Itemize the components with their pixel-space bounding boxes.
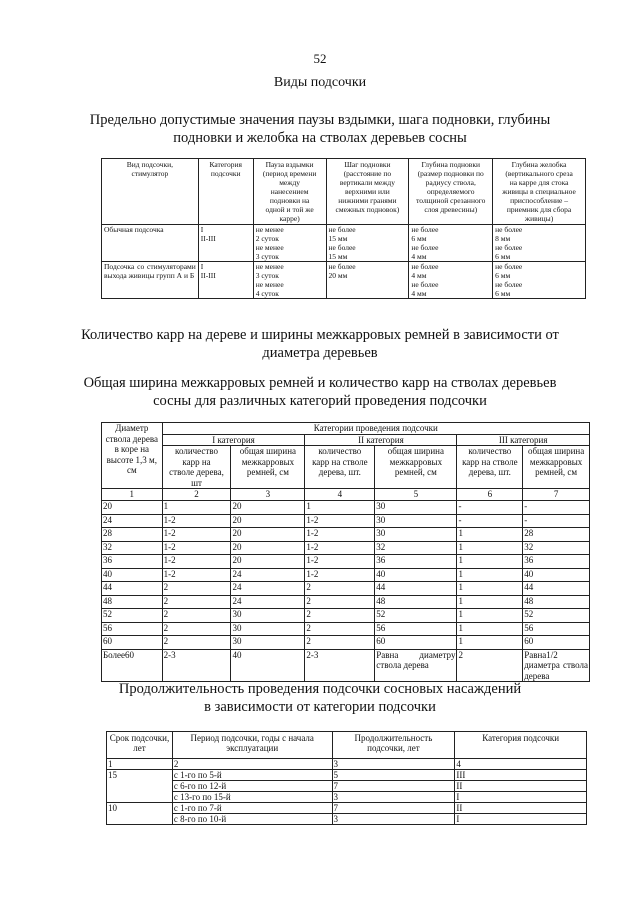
column-header: Категория подсочки <box>455 732 587 759</box>
section-heading-line2: диаметра деревьев <box>262 345 378 361</box>
table-cell: 2 <box>305 636 375 650</box>
table-cell: I <box>455 792 587 803</box>
table3-caption-line2: в зависимости от категории подсочки <box>204 699 436 715</box>
table-row <box>102 649 590 682</box>
table-row <box>102 636 590 650</box>
table-cell: 2 <box>172 759 332 770</box>
table-cell: I II-III <box>198 262 253 299</box>
table-cell: 36 <box>375 555 457 569</box>
category-header: III категория <box>457 434 590 446</box>
table-row <box>102 582 590 596</box>
table-cell: с 1-го по 5-й <box>172 770 332 781</box>
table-header-row <box>102 159 586 225</box>
table-cell: 1 <box>457 568 523 582</box>
table-cell: не более 6 мм не более 4 мм <box>409 225 493 262</box>
table-cell: 20 <box>102 501 163 515</box>
table-cell: 60 <box>102 636 163 650</box>
table-cell: 30 <box>375 514 457 528</box>
table-cell: 1 <box>457 595 523 609</box>
section-heading-line1: Количество карр на дереве и ширины межкарровых ремней в зависимости от <box>81 327 559 343</box>
table-cell: не более 15 мм не более 15 мм <box>326 225 409 262</box>
table-cell: 2 <box>162 582 231 596</box>
table2-caption-line2: сосны для различных категорий проведения подсочки <box>153 393 487 409</box>
table-row <box>102 609 590 623</box>
column-header: общая ширина межкарровых ремней, см <box>231 446 305 489</box>
table-header-row <box>102 446 590 489</box>
table-cell: 56 <box>523 622 590 636</box>
table-cell: 20 <box>231 555 305 569</box>
table-cell: 1 <box>457 609 523 623</box>
table-cell: 20 <box>231 501 305 515</box>
table-cell: 60 <box>523 636 590 650</box>
table-cell: 1 <box>457 555 523 569</box>
table-cell: 2 <box>305 595 375 609</box>
column-number: 7 <box>523 489 590 501</box>
table-cell: 5 <box>332 770 455 781</box>
table-cell: - <box>523 514 590 528</box>
table-cell: не более 8 мм не более 6 мм <box>493 225 586 262</box>
table-cell: 2-3 <box>162 649 231 682</box>
table-row <box>102 568 590 582</box>
table1-caption <box>40 111 600 147</box>
table-cell: Равна диаметру ствола дерева <box>375 649 457 682</box>
table-cell: 3 <box>332 759 455 770</box>
table-cell: 1-2 <box>305 514 375 528</box>
table-cell: 48 <box>523 595 590 609</box>
table-cell: 52 <box>102 609 163 623</box>
column-number: 3 <box>231 489 305 501</box>
category-header: II категория <box>305 434 457 446</box>
column-number-row <box>102 489 590 501</box>
table-header-row <box>107 732 587 759</box>
table-cell: с 13-го по 15-й <box>172 792 332 803</box>
table-cell: I <box>455 814 587 825</box>
table-row <box>102 595 590 609</box>
table-row <box>102 514 590 528</box>
table-cell: 3 <box>332 814 455 825</box>
table3-caption-line1: Продолжительность проведения подсочки сосновых насаждений <box>118 681 522 697</box>
table-cell: 2 <box>305 609 375 623</box>
table-cell: 32 <box>375 541 457 555</box>
table-cell: Подсочка со стимуляторами выхода живицы групп А и Б <box>102 262 199 299</box>
table-cell: 1 <box>107 759 173 770</box>
table-cell: 60 <box>375 636 457 650</box>
table-cell: 20 <box>231 541 305 555</box>
table-cell: не более 4 мм не более 4 мм <box>409 262 493 299</box>
column-header: Категория подсочки <box>198 159 253 225</box>
table-cell: 1 <box>457 528 523 542</box>
table-cell: II <box>455 803 587 814</box>
table-cell: 44 <box>523 582 590 596</box>
table-cell: 30 <box>375 528 457 542</box>
table-cell: 56 <box>375 622 457 636</box>
table-cell: не более 20 мм <box>326 262 409 299</box>
table-row <box>102 501 590 515</box>
table-cell: 1-2 <box>305 528 375 542</box>
table-cell: 10 <box>107 803 173 825</box>
table-cell: 1-2 <box>305 555 375 569</box>
table-cell: - <box>457 514 523 528</box>
table-cell: 1 <box>457 622 523 636</box>
table-cell: I II-III <box>198 225 253 262</box>
table-cell: не менее 3 суток не менее 4 суток <box>253 262 326 299</box>
table-cell: 20 <box>231 528 305 542</box>
table-cell: с 8-го по 10-й <box>172 814 332 825</box>
table-row <box>107 792 587 803</box>
table-cell: 2 <box>457 649 523 682</box>
table-cell: 30 <box>231 636 305 650</box>
table-cell: 2 <box>162 595 231 609</box>
table-row <box>102 225 586 262</box>
table-row <box>107 759 587 770</box>
table-cell: 44 <box>102 582 163 596</box>
table-cell: 56 <box>102 622 163 636</box>
table-cell: 40 <box>102 568 163 582</box>
column-number: 2 <box>162 489 231 501</box>
limits-table <box>101 158 586 299</box>
category-header: I категория <box>162 434 305 446</box>
column-header: количество карр на стволе дерева, шт <box>162 446 231 489</box>
table-cell: Равна1/2 диаметра ствола дерева <box>524 649 588 681</box>
table-cell: 48 <box>375 595 457 609</box>
column-number: 5 <box>375 489 457 501</box>
table-cell: 40 <box>231 649 305 682</box>
column-header: Продолжительность подсочки, лет <box>332 732 455 759</box>
table-cell: 1-2 <box>162 541 231 555</box>
table2-caption <box>40 374 600 410</box>
table-cell: не более 6 мм не более 6 мм <box>493 262 586 299</box>
table3-caption <box>40 680 600 716</box>
table-row <box>102 528 590 542</box>
table-cell: 30 <box>231 622 305 636</box>
table-cell: 2 <box>162 636 231 650</box>
column-header: количество карр на стволе дерева, шт. <box>457 446 523 489</box>
column-number: 6 <box>457 489 523 501</box>
column-header: Категории проведения подсочки <box>162 423 589 435</box>
table-cell: 36 <box>102 555 163 569</box>
table-cell: 1 <box>457 636 523 650</box>
table-cell: 28 <box>102 528 163 542</box>
table-cell: 1-2 <box>305 568 375 582</box>
page-number: 52 <box>313 51 327 66</box>
table-cell: 2 <box>162 609 231 623</box>
table-header-row <box>102 423 590 435</box>
table-cell: с 6-го по 12-й <box>172 781 332 792</box>
table-cell: 40 <box>523 568 590 582</box>
table-cell: 1-2 <box>162 555 231 569</box>
table1-caption-line2: подновки и желобка на стволах деревьев сосны <box>173 130 467 146</box>
column-header: Вид подсочки, стимулятор <box>102 159 199 225</box>
section-heading <box>40 326 600 362</box>
column-header: общая ширина межкарровых ремней, см <box>523 446 590 489</box>
column-header: Шаг подновки (расстояние по вертикали между верхними или нижними гранями смежных подновок) <box>326 159 409 225</box>
table-cell: 32 <box>523 541 590 555</box>
table-cell: 2 <box>305 582 375 596</box>
column-number: 4 <box>305 489 375 501</box>
carr-width-table <box>101 422 590 682</box>
table-row <box>102 262 586 299</box>
table-row <box>107 814 587 825</box>
table-cell: 52 <box>523 609 590 623</box>
table-row <box>102 541 590 555</box>
table-cell: 1-2 <box>162 514 231 528</box>
column-header: количество карр на стволе дерева, шт. <box>305 446 375 489</box>
table-row <box>102 622 590 636</box>
table-cell: 52 <box>375 609 457 623</box>
column-header: Глубина желобка (вертикального среза на карре для стока живицы в специальное приспособление – приемник для сбора живицы) <box>493 159 586 225</box>
table-cell: - <box>457 501 523 515</box>
table-cell: с 1-го по 7-й <box>172 803 332 814</box>
table-header-row <box>102 434 590 446</box>
table-cell: Более60 <box>102 649 163 682</box>
table-cell: 48 <box>102 595 163 609</box>
column-header: Пауза вздымки (период времени между нанесением подновки на одной и той же карре) <box>253 159 326 225</box>
column-header: общая ширина межкарровых ремней, см <box>375 446 457 489</box>
table-row <box>107 781 587 792</box>
table2-caption-line1: Общая ширина межкарровых ремней и количество карр на стволах деревьев <box>83 375 557 391</box>
table-cell: 44 <box>375 582 457 596</box>
table-cell: 24 <box>231 582 305 596</box>
table-cell: 4 <box>455 759 587 770</box>
table-cell: не менее 2 суток не менее 3 суток <box>253 225 326 262</box>
table-cell: 40 <box>375 568 457 582</box>
table-cell: II <box>455 781 587 792</box>
table-cell: 30 <box>231 609 305 623</box>
table1-caption-line1: Предельно допустимые значения паузы вздымки, шага подновки, глубины <box>89 112 551 128</box>
table-cell: 36 <box>523 555 590 569</box>
table-cell: 1-2 <box>162 528 231 542</box>
column-header: Период подсочки, годы с начала эксплуатации <box>172 732 332 759</box>
table-cell: 2 <box>162 622 231 636</box>
column-header: Глубина подновки (размер подновки по радиусу ствола, определяемого толщиной срезанного слоя древесины) <box>409 159 493 225</box>
table-cell: 2 <box>305 622 375 636</box>
duration-table <box>106 731 587 825</box>
table-cell: 20 <box>231 514 305 528</box>
table-cell: 7 <box>332 803 455 814</box>
table-cell: 24 <box>102 514 163 528</box>
table-cell: 1-2 <box>305 541 375 555</box>
table-cell: 1 <box>162 501 231 515</box>
table-row <box>102 555 590 569</box>
section-title: Виды подсочки <box>273 75 367 90</box>
table-cell: 24 <box>231 568 305 582</box>
table-cell: 15 <box>107 770 173 803</box>
table-row <box>107 803 587 814</box>
table-cell: 1 <box>457 541 523 555</box>
table-cell: 1 <box>457 582 523 596</box>
table-cell: 2-3 <box>305 649 375 682</box>
table-cell: - <box>523 501 590 515</box>
table-cell: 7 <box>332 781 455 792</box>
table-cell: III <box>455 770 587 781</box>
table-cell: 30 <box>375 501 457 515</box>
table-cell: 1 <box>305 501 375 515</box>
column-number: 1 <box>102 489 163 501</box>
table-cell: 32 <box>102 541 163 555</box>
table-cell: 24 <box>231 595 305 609</box>
column-header: Срок подсочки, лет <box>107 732 173 759</box>
column-header: Диаметр ствола дерева в коре на высоте 1,3 м, см <box>102 423 163 489</box>
table-cell: 1-2 <box>162 568 231 582</box>
table-row <box>107 770 587 781</box>
table-cell: Обычная подсочка <box>102 225 199 262</box>
table-cell: 28 <box>523 528 590 542</box>
table-cell: 3 <box>332 792 455 803</box>
